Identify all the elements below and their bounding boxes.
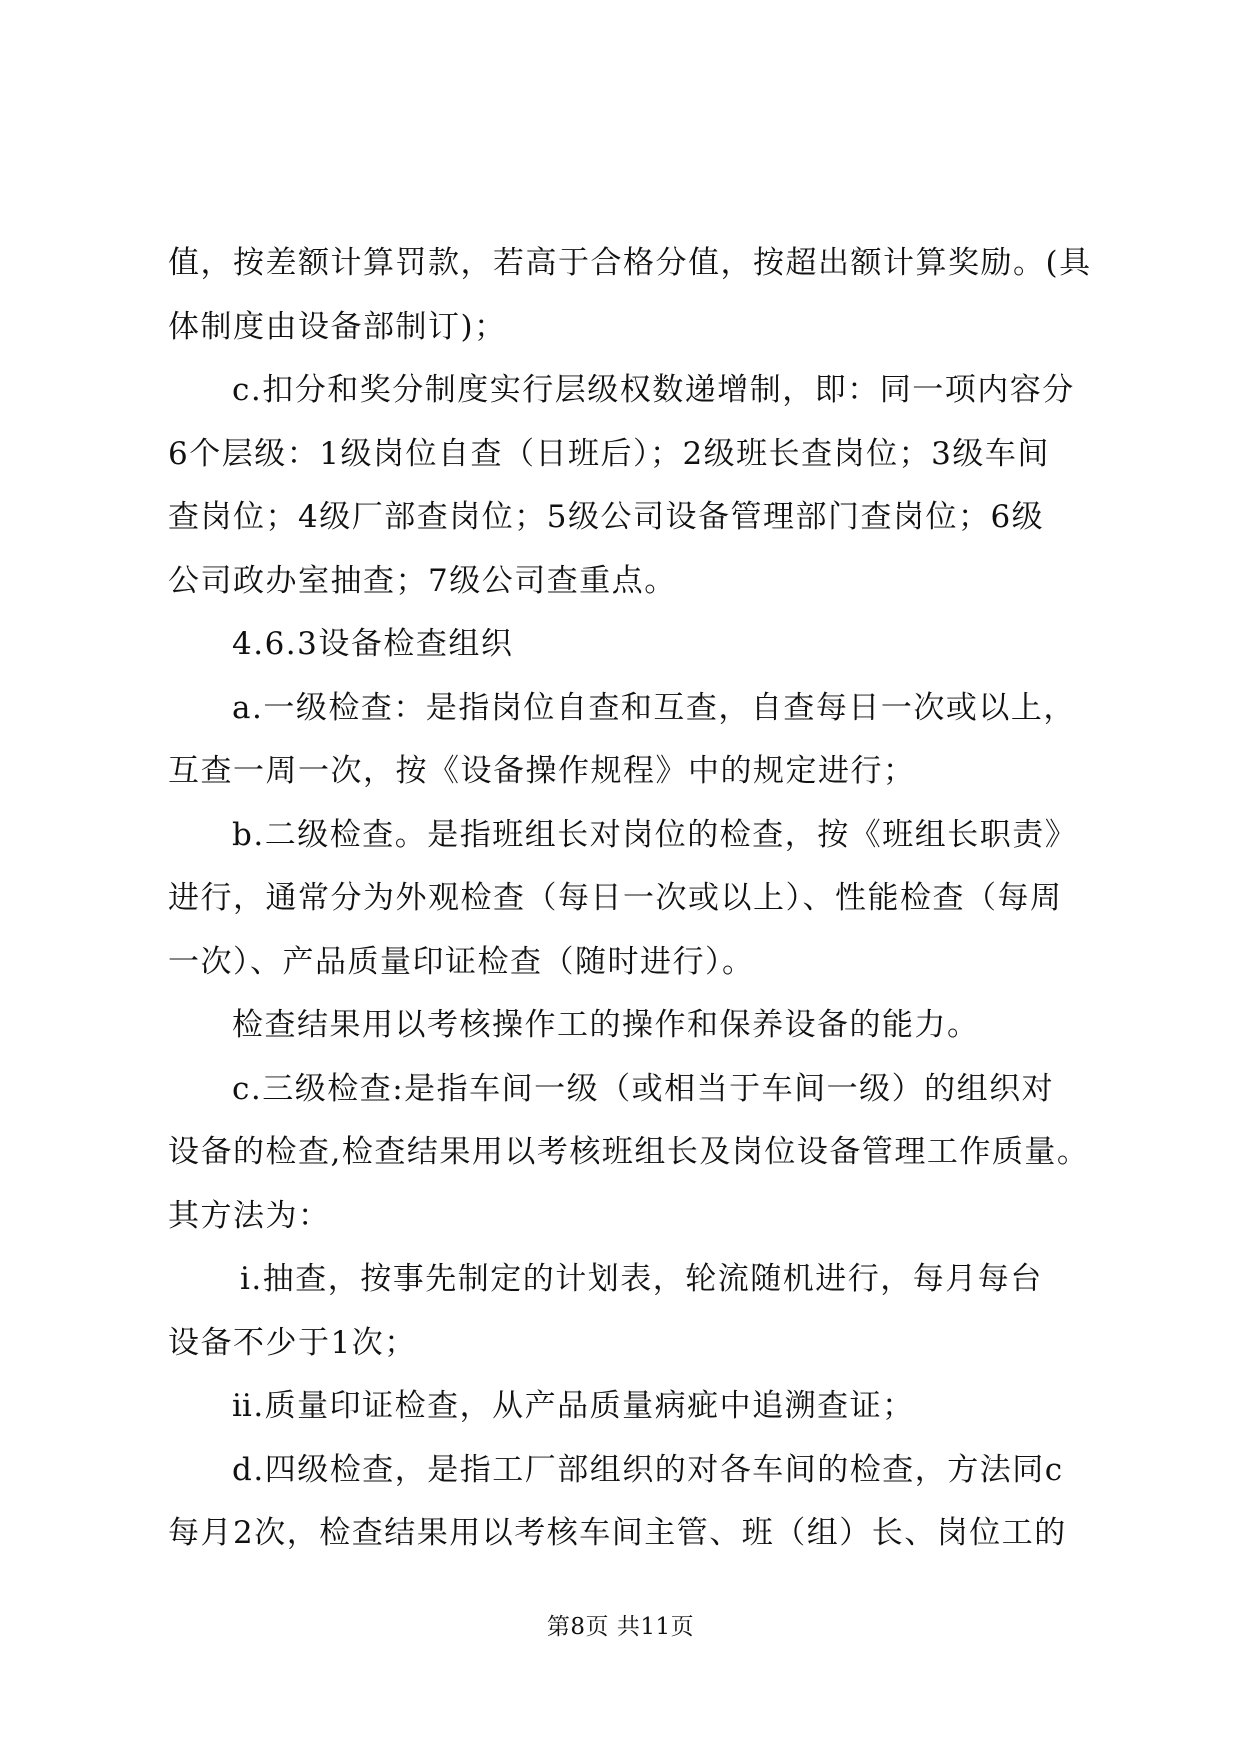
- text-line: 互查一周一次，按《设备操作规程》中的规定进行；: [168, 753, 916, 789]
- text-line: 每月2次，检查结果用以考核车间主管、班（组）长、岗位工的: [168, 1515, 1067, 1551]
- text-line: ⅰ.抽查，按事先制定的计划表，轮流随机进行，每月每台: [240, 1261, 1043, 1297]
- text-line: 值，按差额计算罚款，若高于合格分值，按超出额计算奖励。(具: [168, 245, 1092, 281]
- text-line: 体制度由设备部制订)；: [168, 308, 507, 345]
- text-line: ⅱ.质量印证检查，从产品质量病疵中追溯查证；: [232, 1388, 915, 1424]
- text-line: a.一级检查：是指岗位自查和互查，自查每日一次或以上，: [232, 689, 1076, 726]
- text-line: 公司政办室抽查；7级公司查重点。: [168, 562, 677, 599]
- text-line: c.扣分和奖分制度实行层级权数递增制，即：同一项内容分: [232, 372, 1075, 408]
- page-number-footer: 第8页 共11页: [546, 1614, 695, 1640]
- text-line: 设备的检查,检查结果用以考核班组长及岗位设备管理工作质量。: [168, 1134, 1090, 1170]
- text-line: 6个层级：1级岗位自查（日班后）；2级班长查岗位；3级车间: [168, 435, 1050, 472]
- text-line: 其方法为：: [168, 1197, 331, 1234]
- text-line: 检查结果用以考核操作工的操作和保养设备的能力。: [232, 1007, 980, 1043]
- document-body: [168, 232, 1092, 1566]
- section-heading: 4.6.3设备检查组织: [232, 626, 514, 662]
- text-line: 设备不少于1次；: [168, 1324, 417, 1361]
- text-line: 一次）、产品质量印证检查（随时进行）。: [168, 943, 755, 980]
- text-line: c.三级检查:是指车间一级（或相当于车间一级）的组织对: [232, 1070, 1055, 1107]
- text-line: 查岗位；4级厂部查岗位；5级公司设备管理部门查岗位；6级: [168, 499, 1045, 535]
- text-line: 进行，通常分为外观检查（每日一次或以上）、性能检查（每周: [168, 880, 1063, 916]
- text-line: b.二级检查。是指班组长对岗位的检查，按《班组长职责》: [232, 816, 1078, 853]
- text-line: d.四级检查，是指工厂部组织的对各车间的检查，方法同c: [232, 1451, 1064, 1488]
